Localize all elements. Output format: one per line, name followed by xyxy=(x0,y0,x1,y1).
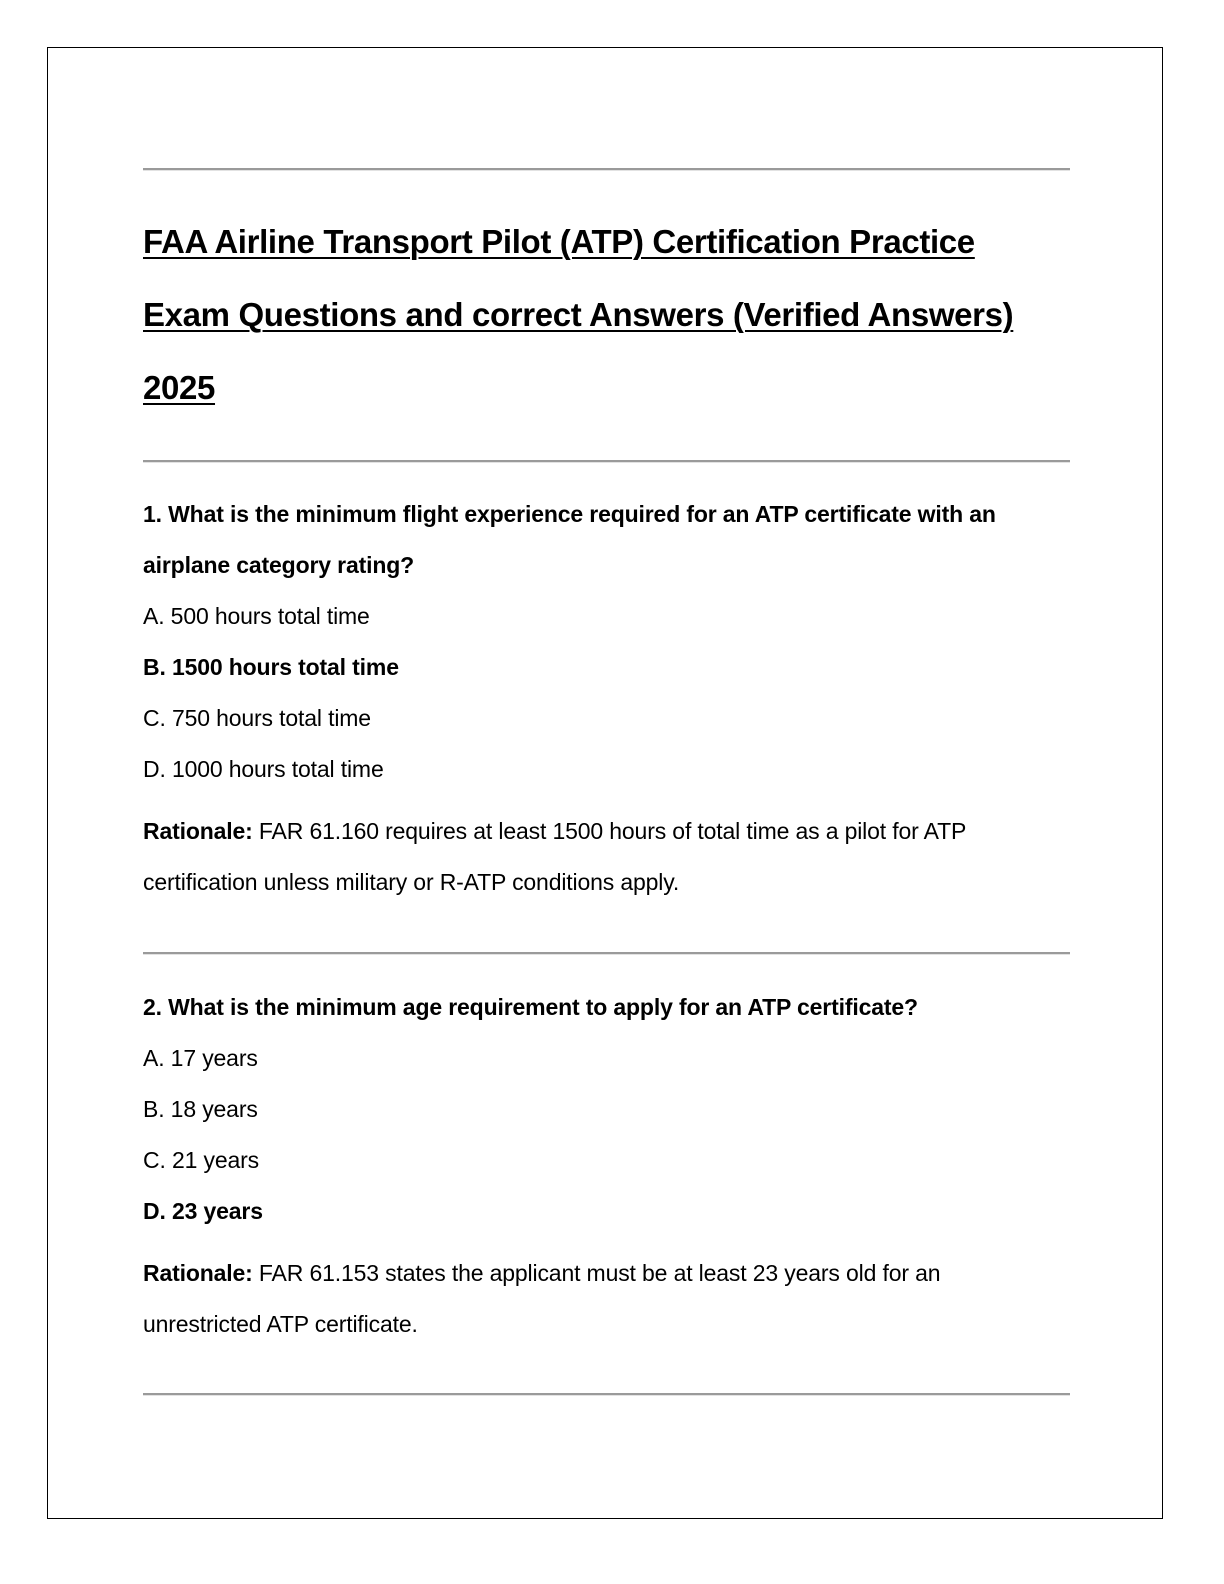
title-line-3: 2025 xyxy=(143,369,216,406)
question-2-rationale-line-2: unrestricted ATP certificate. xyxy=(143,1311,418,1337)
question-2-rationale-text-1: FAR 61.153 states the applicant must be at least 23 years old for an xyxy=(252,1260,941,1286)
question-1-rationale-label: Rationale: xyxy=(143,818,253,844)
question-1-rationale xyxy=(143,806,1083,908)
question-1-rationale-line-1 xyxy=(143,806,1083,857)
question-2-rationale-line-1 xyxy=(143,1248,1083,1299)
question-2-rationale xyxy=(143,1248,1083,1350)
question-2-option-b: B. 18 years xyxy=(143,1096,258,1122)
question-1-option-a: A. 500 hours total time xyxy=(143,603,370,629)
question-1-rationale-text-1: FAR 61.160 requires at least 1500 hours of total time as a pilot for ATP xyxy=(252,818,967,844)
question-1 xyxy=(143,489,1083,908)
question-1-option-c: C. 750 hours total time xyxy=(143,705,371,731)
title-line-1: FAA Airline Transport Pilot (ATP) Certification Practice xyxy=(143,223,975,260)
question-2 xyxy=(143,982,1083,1350)
question-1-text xyxy=(143,489,1083,591)
question-2-text xyxy=(143,982,1083,1033)
divider-top xyxy=(143,168,1070,170)
question-1-line-2: airplane category rating? xyxy=(143,552,415,578)
title-line-2: Exam Questions and correct Answers (Verified Answers) xyxy=(143,296,1014,333)
question-2-line-1: 2. What is the minimum age requirement to apply for an ATP certificate? xyxy=(143,994,918,1020)
divider-after-title xyxy=(143,460,1070,462)
question-1-line-1: 1. What is the minimum flight experience required for an ATP certificate with an xyxy=(143,501,996,527)
question-2-option-a: A. 17 years xyxy=(143,1045,258,1071)
divider-bottom xyxy=(143,1393,1070,1395)
question-2-option-d-correct: D. 23 years xyxy=(143,1198,263,1224)
question-1-option-b-correct: B. 1500 hours total time xyxy=(143,654,399,680)
question-2-option-c: C. 21 years xyxy=(143,1147,259,1173)
question-2-rationale-label: Rationale: xyxy=(143,1260,253,1286)
divider-after-question-1 xyxy=(143,952,1070,954)
question-1-rationale-line-2: certification unless military or R-ATP conditions apply. xyxy=(143,869,680,895)
question-1-option-d: D. 1000 hours total time xyxy=(143,756,384,782)
document-title xyxy=(143,205,1083,424)
